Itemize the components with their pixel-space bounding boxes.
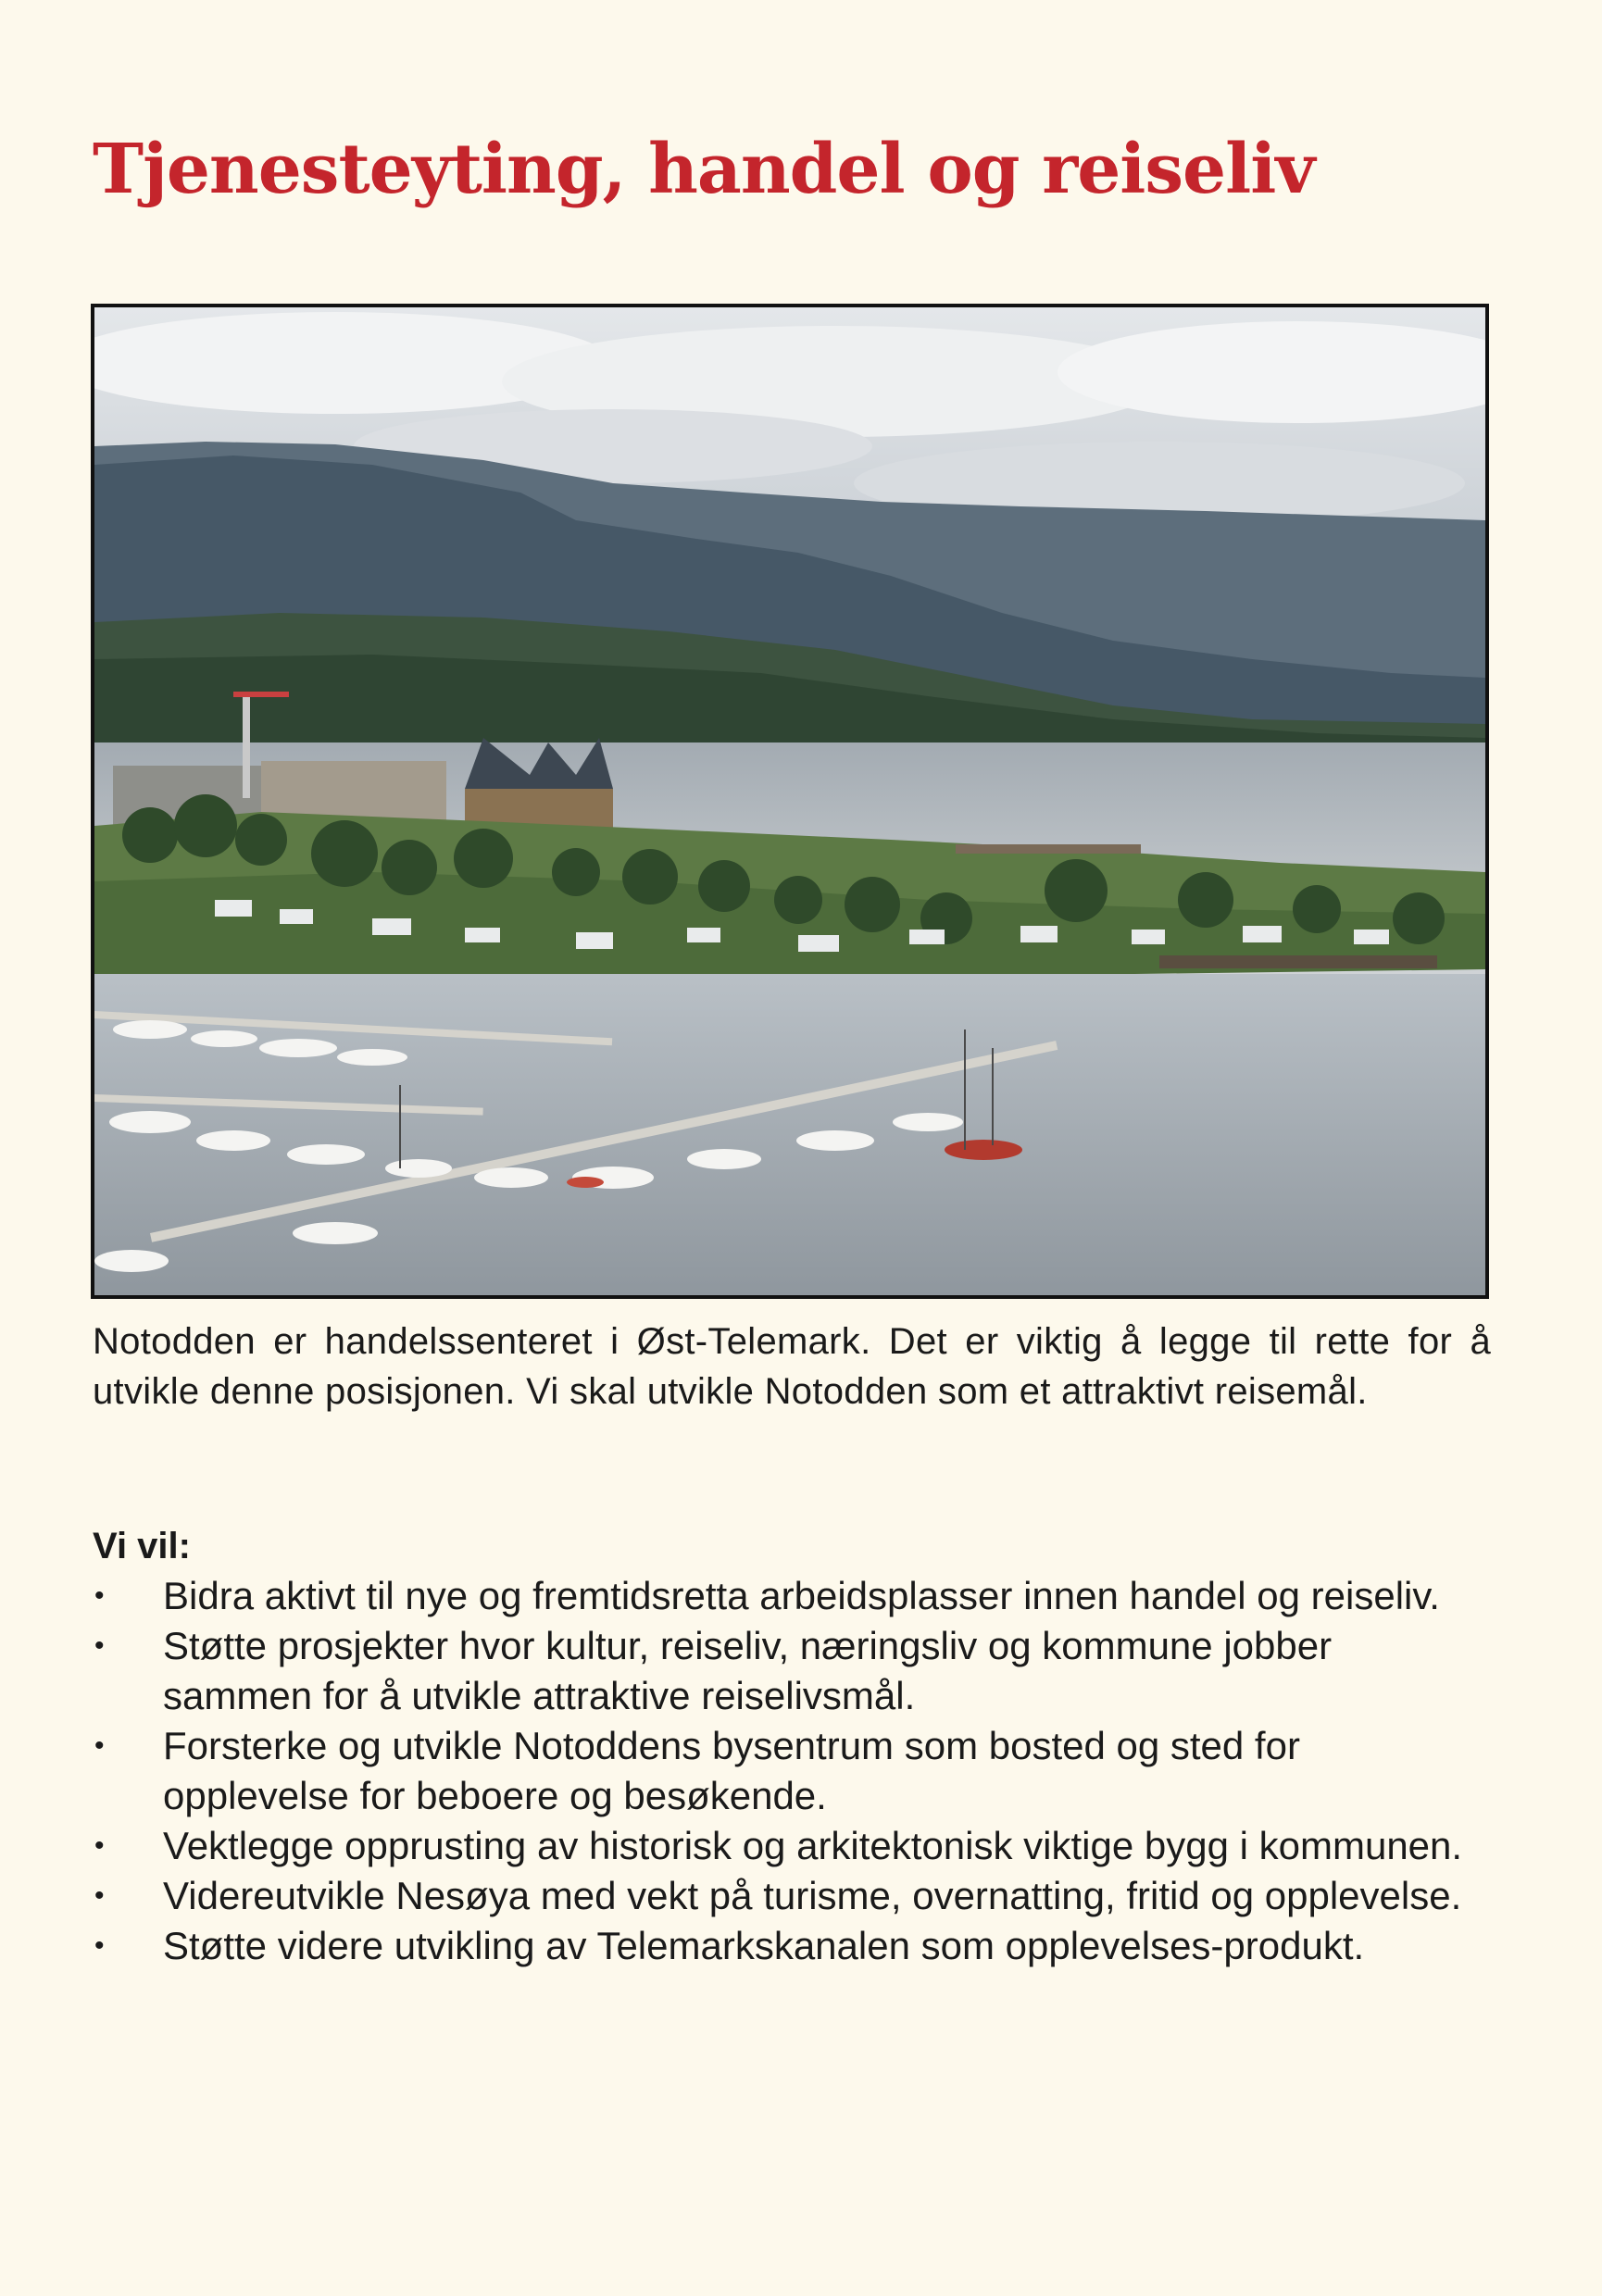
list-item-text: Forsterke og utvikle Notoddens bysentrum som bosted og sted for opplevelse for beboere og besøkende. (163, 1724, 1300, 1817)
list-item-text: Bidra aktivt til nye og fremtidsretta arbeidsplasser innen handel og reiseliv. (163, 1574, 1440, 1617)
list-item (93, 1621, 1491, 1721)
list-heading: Vi vil: (93, 1526, 191, 1566)
bullet-icon: • (94, 1730, 105, 1761)
bullet-icon: • (94, 1880, 105, 1911)
list-item-text: Vektlegge opprusting av historisk og arkitektonisk viktige bygg i kommunen. (163, 1824, 1463, 1867)
list-item-text: Støtte videre utvikling av Telemarkskanalen som opplevelses-produkt. (163, 1924, 1365, 1967)
intro-paragraph: Notodden er handelssenteret i Øst-Telemark. Det er viktig å legge til rette for å utvikle denne posisjonen. Vi skal utvikle Notodden som et attraktivt reisemål. (93, 1321, 1491, 1412)
list-item (93, 1921, 1491, 1971)
list-item-text: Videreutvikle Nesøya med vekt på turisme, overnatting, fritid og opplevelse. (163, 1874, 1462, 1917)
list-item (93, 1821, 1491, 1871)
bullet-icon: • (94, 1580, 105, 1611)
list-item (93, 1721, 1491, 1821)
bullet-icon: • (94, 1930, 105, 1961)
bullet-icon: • (94, 1830, 105, 1861)
list-item (93, 1871, 1491, 1921)
bullet-icon: • (94, 1630, 105, 1661)
harbor-landscape-image (94, 307, 1485, 1295)
list-item-text: Støtte prosjekter hvor kultur, reiseliv, næringsliv og kommune jobber sammen for å utvikle attraktive reiselivsmål. (163, 1624, 1333, 1717)
goals-list (93, 1571, 1491, 1971)
page-title: Tjenesteyting, handel og reiseliv (93, 130, 1315, 209)
harbor-photo (91, 304, 1489, 1299)
list-item (93, 1571, 1491, 1621)
